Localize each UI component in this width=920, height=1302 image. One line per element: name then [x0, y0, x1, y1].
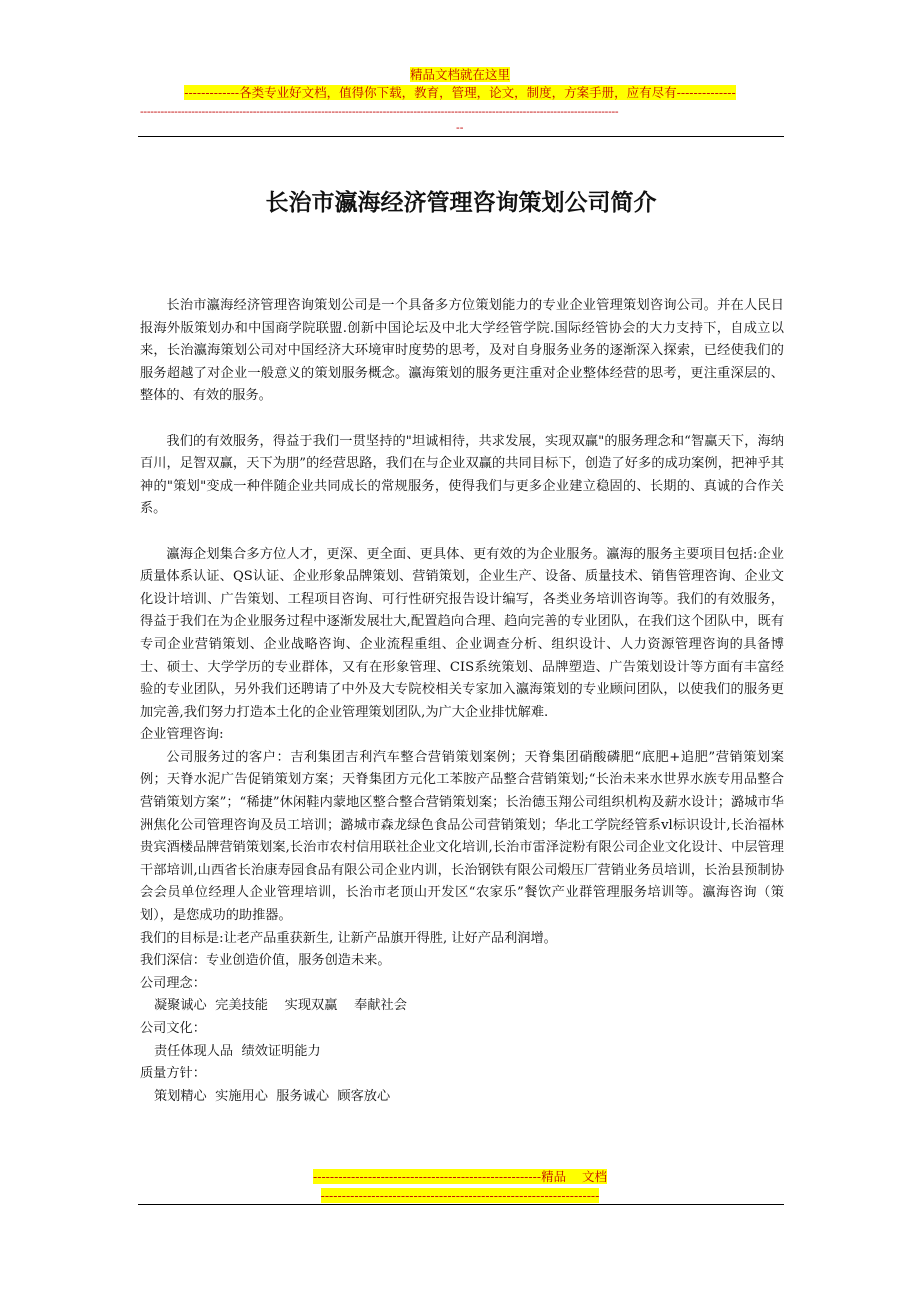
footer-line-1: [0, 1168, 920, 1185]
footer-line-2: [0, 1187, 920, 1204]
document-title: 长治市瀛海经济管理咨询策划公司简介: [265, 189, 657, 216]
paragraph-gap: [140, 521, 784, 544]
philosophy-line: 凝聚诚心 完美技能 实现双赢 奉献社会: [154, 998, 407, 1014]
header-line-2: [0, 84, 920, 101]
section-label-philosophy: 公司理念：: [140, 975, 206, 991]
section-label-consulting: 企业管理咨询:: [140, 727, 224, 743]
goal-line: 我们的目标是:让老产品重获新生, 让新产品旗开得胜, 让好产品利润增。: [140, 930, 557, 946]
document-body: [140, 295, 784, 1108]
footer-line-1-text: ------------------------------------------------------精品 文档: [313, 1169, 607, 1184]
culture-line: 责任体现人品 绩效证明能力: [154, 1043, 321, 1059]
header-line-1-text: 精品文档就在这里: [409, 67, 510, 82]
paragraph-intro: 长治市瀛海经济管理咨询策划公司是一个具备多方位策划能力的专业企业管理策划咨询公司。并在人民日报海外版策划办和中国商学院联盟.创新中国论坛及中北大学经管学院.国际经管协会的大力支持下，自成立以来，长治瀛海策划公司对中国经济大环境审时度势的思考，及对自身服务业务的逐渐深入探索，已经使我们的服务超越了对企业一般意义的策划服务概念。瀛海策划的服务更注重对企业整体经营的思考，更注重深层的、整体的、有效的服务。: [140, 298, 784, 404]
header-line-1: [0, 66, 920, 83]
header-dash-line: --------------------------------------------------------------------------------------------------------------------------------------------: [140, 105, 619, 118]
paragraph-team: 瀛海企划集合多方位人才，更深、更全面、更具体、更有效的为企业服务。瀛海的服务主要项目包括:企业质量体系认证、QS认证、企业形象品牌策划、营销策划，企业生产、设备、质量技术、销售管理咨询、企业文化设计培训、广告策划、工程项目咨询、可行性研究报告设计编写，各类业务培训咨询等。我们的有效服务，得益于我们在为企业服务过程中逐渐发展壮大,配置趋向合理、趋向完善的专业团队，在我们这个团队中，既有专司企业营销策划、企业战略咨询、企业流程重组、企业调查分析、组织设计、人力资源管理咨询的具备博士、硕士、大学学历的专业群体，又有在形象管理、CIS系统策划、品牌塑造、广告策划设计等方面有丰富经验的专业团队，另外我们还聘请了中外及大专院校相关专家加入瀛海策划的专业顾问团队，以使我们的服务更加完善,我们努力打造本土化的企业管理策划团队,为广大企业排忧解难.: [140, 546, 784, 720]
paragraph-clients: 公司服务过的客户：吉利集团吉利汽车整合营销策划案例；天脊集团硝酸磷肥“底肥+追肥”营销策划案例；天脊水泥广告促销策划方案；天脊集团方元化工苯胺产品整合营销策划;“长治未来水世界水族专用品整合营销策划方案”；“稀捷”休闲鞋内蒙地区整合整合营销策划案；长治德玉翔公司组织机构及薪水设计；潞城市华洲焦化公司管理咨询及员工培训；潞城市森龙绿色食品公司营销策划；华北工学院经管系vl标识设计,长治福林贵宾酒楼品牌营销策划案,长治市农村信用联社企业文化培训,长治市雷泽淀粉有限公司企业文化设计、中层管理干部培训,山西省长治康寿园食品有限公司企业内训，长治钢铁有限公司煅压厂营销业务员培训，长治县预制协会会员单位经理人企业管理培训，长治市老顶山开发区“农家乐”餐饮产业群管理服务培训等。瀛海咨询（策划），是您成功的助推器。: [140, 749, 784, 924]
section-label-quality: 质量方针：: [140, 1066, 206, 1082]
section-label-culture: 公司文化：: [140, 1021, 206, 1036]
footer-line-2-text: ------------------------------------------------------------------: [320, 1188, 600, 1203]
footer-rule: [138, 1204, 784, 1205]
header-rule: [138, 136, 784, 137]
belief-line: 我们深信：专业创造价值，服务创造未来。: [140, 953, 391, 969]
header-line-2-text: -------------各类专业好文档，值得你下载，教育，管理，论文，制度，方案手册，应有尽有--------------: [184, 85, 736, 100]
paragraph-service: 我们的有效服务，得益于我们一贯坚持的"坦诚相待，共求发展，实现双赢"的服务理念和“智赢天下，海纳百川，足智双赢，天下为朋”的经营思路，我们在与企业双赢的共同目标下，创造了好多的成功案例，把神乎其神的"策划"变成一种伴随企业共同成长的常规服务，使得我们与更多企业建立稳固的、长期的、真诚的合作关系。: [140, 433, 784, 517]
paragraph-gap: [140, 408, 784, 431]
header-dash-tail: --: [456, 121, 464, 134]
quality-line: 策划精心 实施用心 服务诚心 顾客放心: [154, 1088, 391, 1104]
